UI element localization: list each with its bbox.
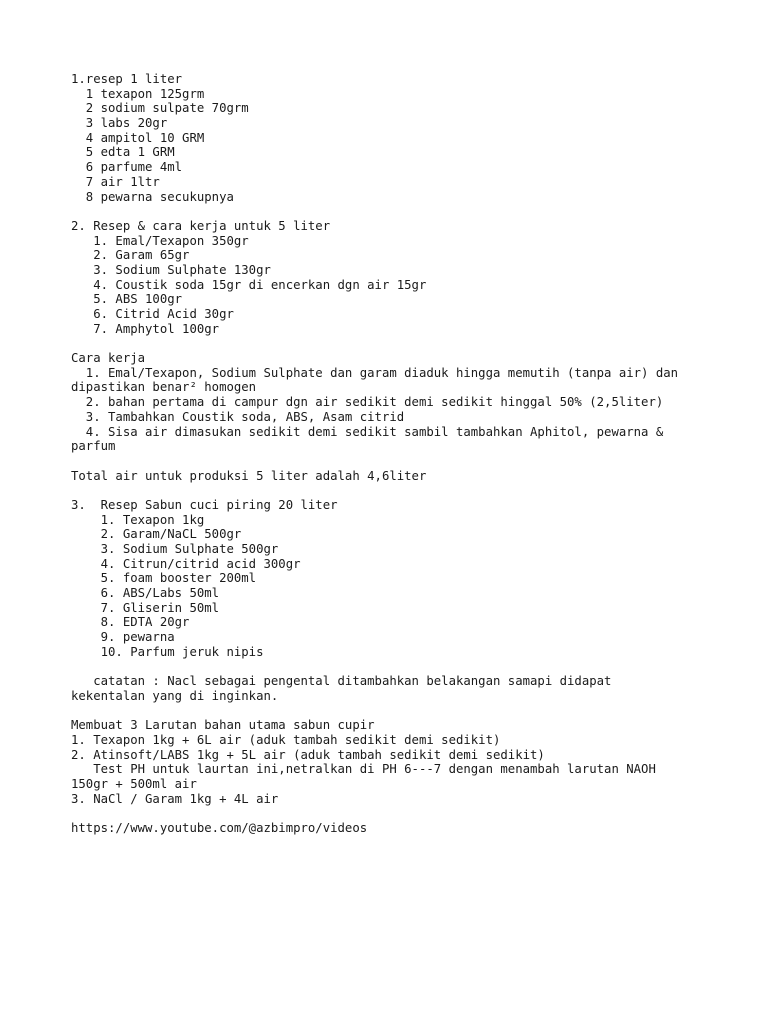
text-line: 2. Resep & cara kerja untuk 5 liter [71,218,331,233]
text-line: 9. pewarna [71,630,175,645]
text-line: kekentalan yang di inginkan. [71,688,279,703]
text-line: 8 pewarna secukupnya [71,189,234,204]
blank-line [71,704,711,719]
text-line: 10. Parfum jeruk nipis [71,644,264,659]
text-line: 1.resep 1 liter [71,72,183,86]
text-line: 5. ABS 100gr [71,292,183,307]
text-line: parfum [71,439,116,454]
text-line: 2. Garam 65gr [71,248,190,263]
text-line: Cara kerja [71,351,146,366]
blank-line [71,204,711,219]
blank-line [71,336,711,351]
text-line: 1 texapon 125grm [71,86,205,101]
text-line: 2. Atinsoft/LABS 1kg + 5L air (aduk tambah sedikit demi sedikit) [71,747,545,762]
text-line: 150gr + 500ml air [71,777,197,791]
text-line: 2 sodium sulpate 70grm [71,101,249,116]
text-line: 5. foam booster 200ml [71,571,257,586]
blank-line [71,454,711,469]
text-line: 1. Emal/Texapon, Sodium Sulphate dan garam diaduk hingga memutih (tanpa air) dan [71,365,679,380]
text-line: 3. Sodium Sulphate 500gr [71,542,279,556]
text-line: 2. bahan pertama di campur dgn air sedikit demi sedikit hinggal 50% (2,5liter) [71,395,664,410]
youtube-link[interactable]: https://www.youtube.com/@azbimpro/videos [71,821,368,836]
text-line: 1. Texapon 1kg + 6L air (aduk tambah sedikit demi sedikit) [71,732,501,747]
text-line: 4. Citrun/citrid acid 300gr [71,556,301,571]
text-line: 6. ABS/Labs 50ml [71,586,220,601]
blank-line [71,806,711,821]
text-line: 2. Garam/NaCL 500gr [71,527,242,542]
text-line: 4 ampitol 10 GRM [71,130,205,145]
text-line: 1. Texapon 1kg [71,512,205,527]
text-line: Test PH untuk laurtan ini,netralkan di PH 6---7 dengan menambah larutan NAOH [71,762,656,777]
text-line: 3. Resep Sabun cuci piring 20 liter [71,497,338,512]
text-line: 3. NaCl / Garam 1kg + 4L air [71,791,279,806]
text-line: 4. Sisa air dimasukan sedikit demi sedikit sambil tambahkan Aphitol, pewarna & [71,424,664,439]
text-line: dipastikan benar² homogen [71,380,257,395]
text-line: 1. Emal/Texapon 350gr [71,233,249,248]
blank-line [71,483,711,498]
text-line: 6 parfume 4ml [71,160,183,175]
text-line: 8. EDTA 20gr [71,615,190,630]
text-line: 6. Citrid Acid 30gr [71,307,234,321]
text-line: 7 air 1ltr [71,174,160,189]
text-line: 3. Tambahkan Coustik soda, ABS, Asam citrid [71,409,405,424]
text-line: 4. Coustik soda 15gr di encerkan dgn air 15gr [71,277,427,292]
document-page [71,72,711,836]
text-line: 7. Amphytol 100gr [71,321,220,336]
text-line: 5 edta 1 GRM [71,145,175,160]
text-line: Membuat 3 Larutan bahan utama sabun cupir [71,718,375,733]
text-line: 3. Sodium Sulphate 130gr [71,262,271,277]
text-line: catatan : Nacl sebagai pengental ditambahkan belakangan samapi didapat [71,674,612,689]
blank-line [71,660,711,675]
text-line: Total air untuk produksi 5 liter adalah 4,6liter [71,468,427,483]
text-line: 3 labs 20gr [71,116,168,131]
text-line: 7. Gliserin 50ml [71,600,220,615]
